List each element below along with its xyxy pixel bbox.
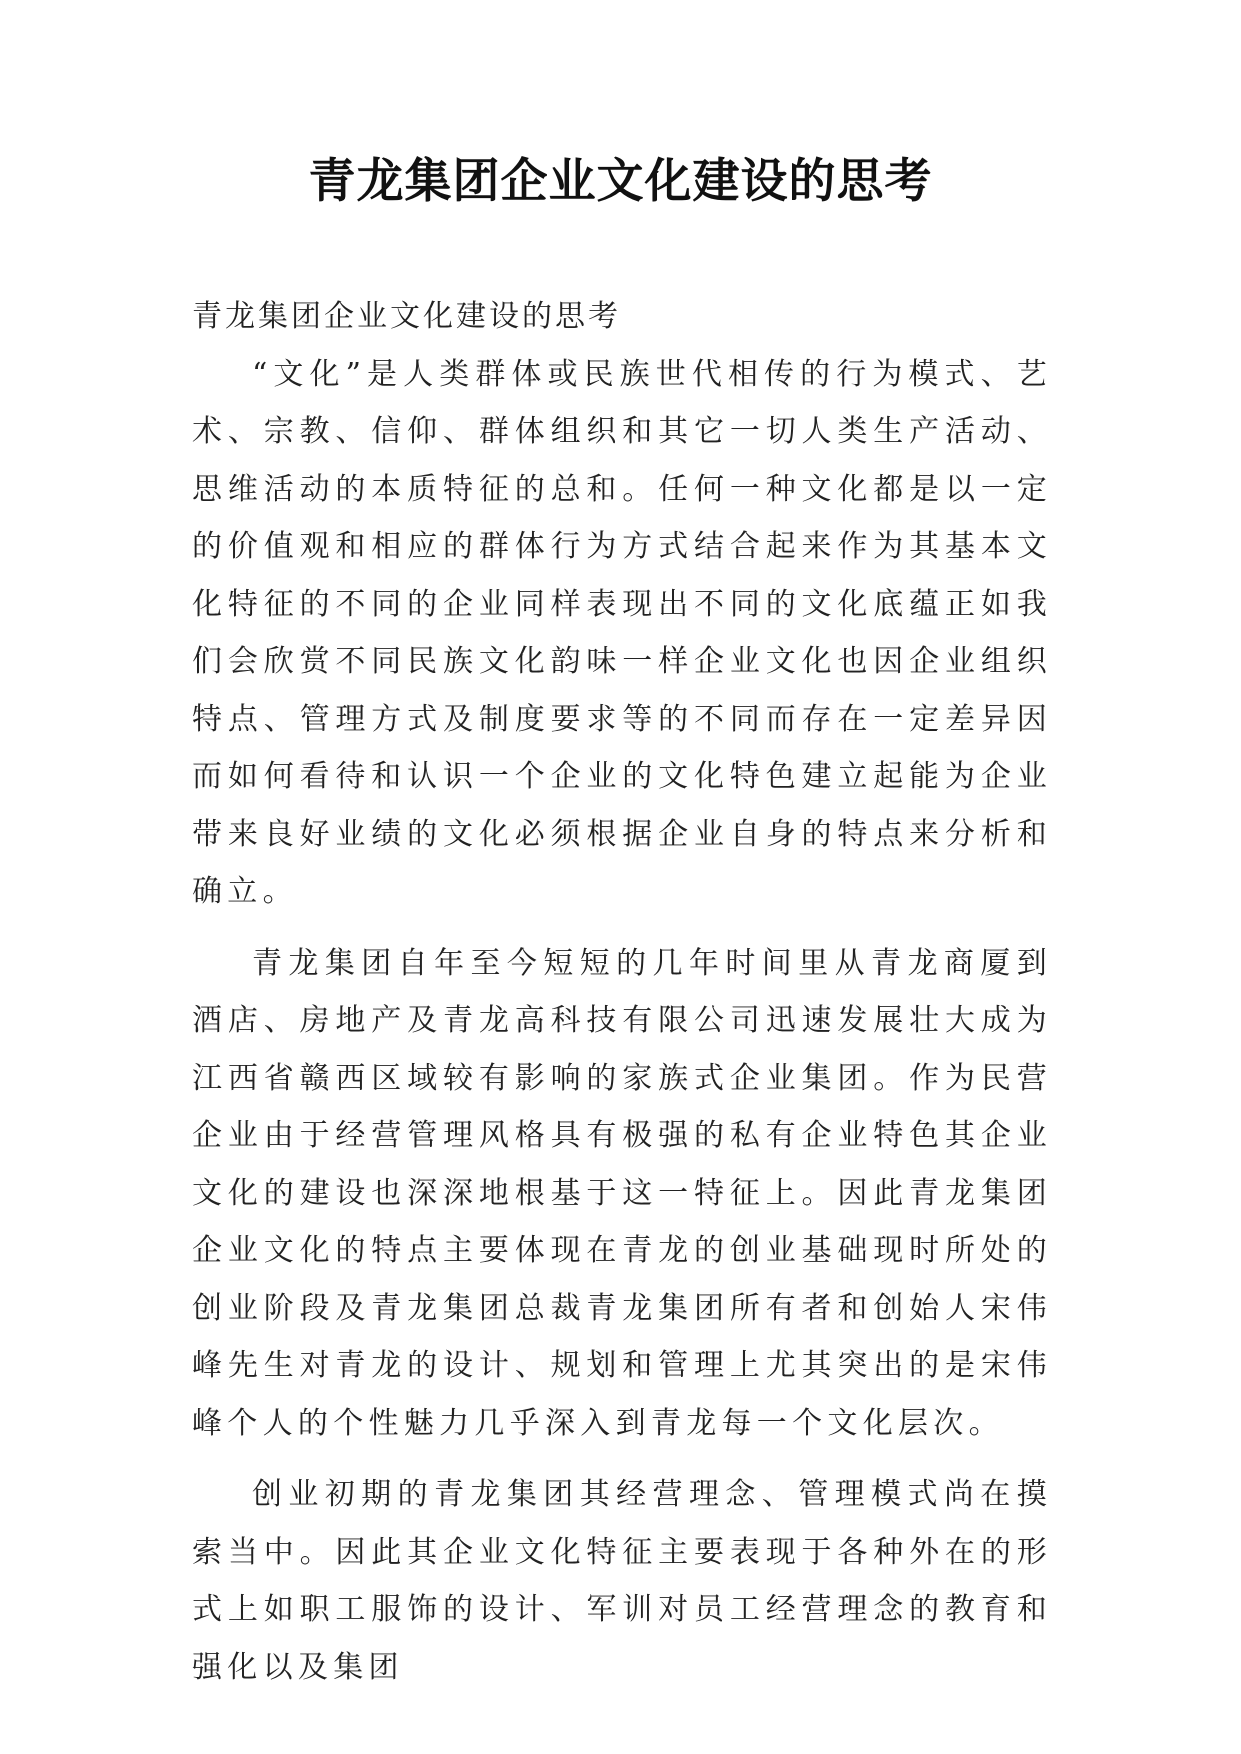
document-title: 青龙集团企业文化建设的思考 [308, 154, 933, 209]
paragraph-1: “文化”是人类群体或民族世代相传的行为模式、艺术、宗教、信仰、群体组织和其它一切人类生产活动、思维活动的本质特征的总和。任何一种文化都是以一定的价值观和相应的群体行为方式结合起来作为其基本文化特征的不同的企业同样表现出不同的文化底蕴正如我们会欣赏不同民族文化韵味一样企业文化也因企业组织特点、管理方式及制度要求等的不同而存在一定差异因而如何看待和认识一个企业的文化特色建立起能为企业带来良好业绩的文化必须根据企业自身的特点来分析和确立。 [192, 356, 1052, 909]
document-body [192, 288, 1052, 1696]
paragraph-3: 创业初期的青龙集团其经营理念、管理模式尚在摸索当中。因此其企业文化特征主要表现于各种外在的形式上如职工服饰的设计、军训对员工经营理念的教育和强化以及集团 [192, 1477, 1052, 1685]
document-subtitle: 青龙集团企业文化建设的思考 [192, 299, 621, 334]
paragraph-2: 青龙集团自年至今短短的几年时间里从青龙商厦到酒店、房地产及青龙高科技有限公司迅速发展壮大成为江西省赣西区域较有影响的家族式企业集团。作为民营企业由于经营管理风格具有极强的私有企业特色其企业文化的建设也深深地根基于这一特征上。因此青龙集团企业文化的特点主要体现在青龙的创业基础现时所处的创业阶段及青龙集团总裁青龙集团所有者和创始人宋伟峰先生对青龙的设计、规划和管理上尤其突出的是宋伟峰个人的个性魅力几乎深入到青龙每一个文化层次。 [192, 945, 1052, 1441]
